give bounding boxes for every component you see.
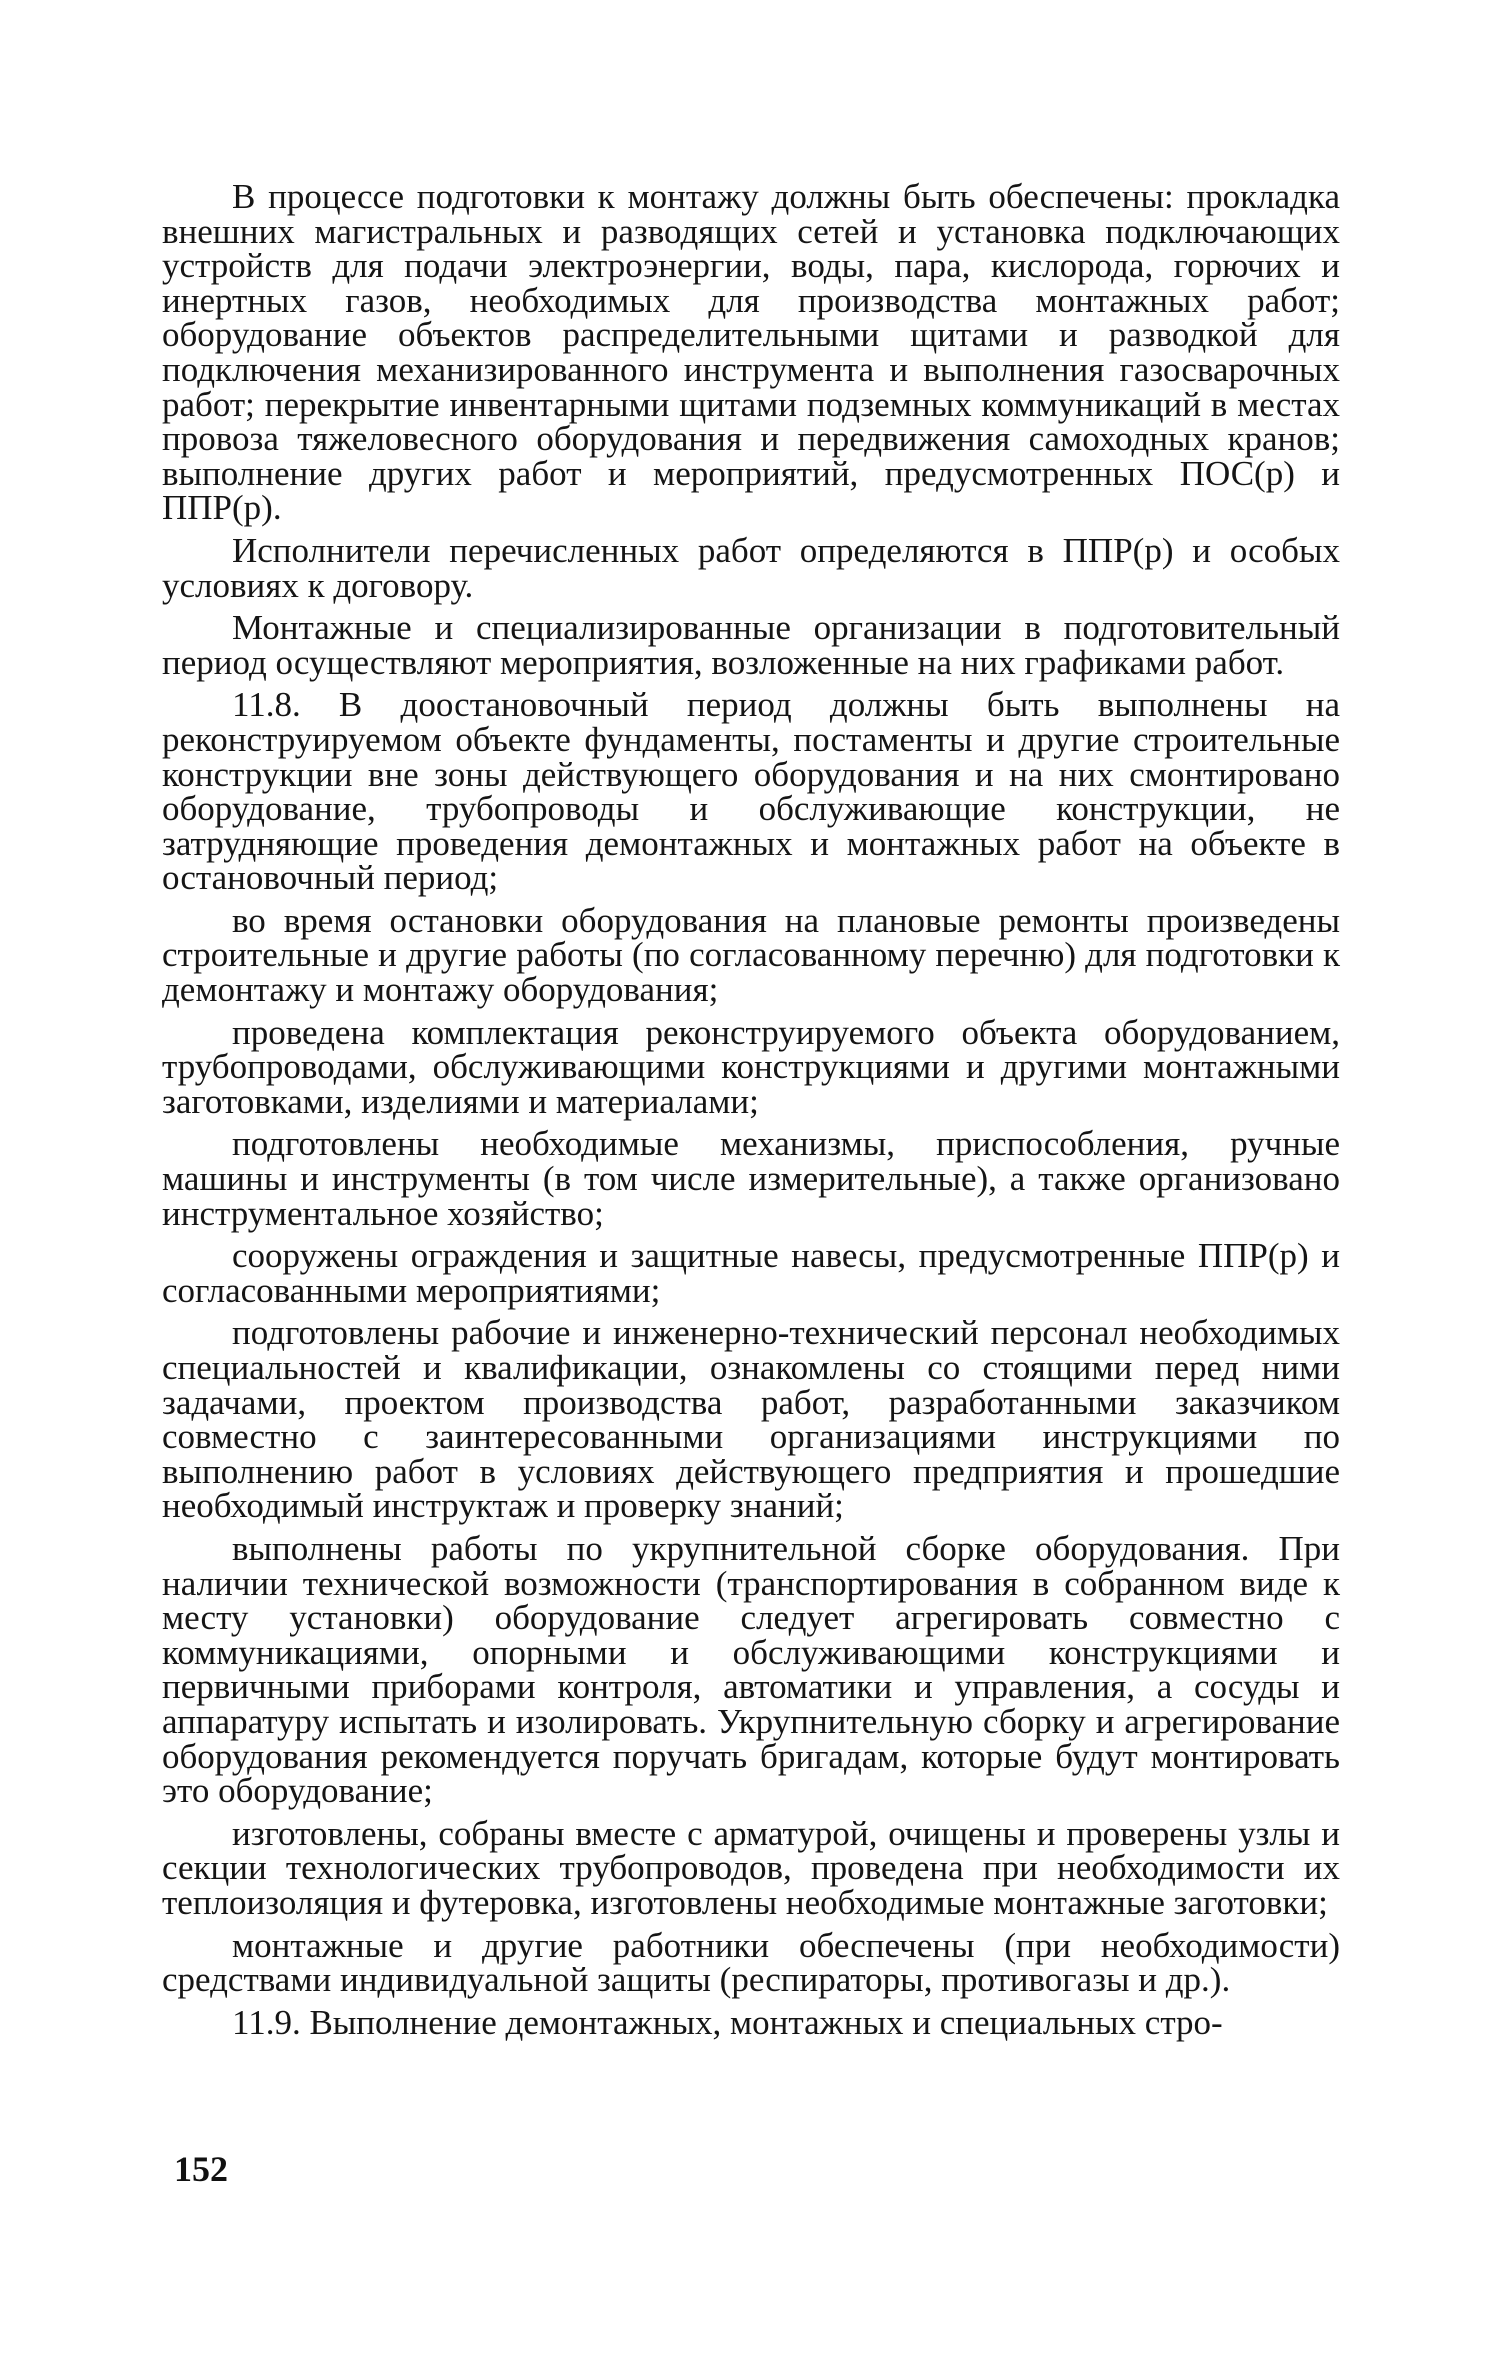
paragraph-preassembly: выполнены работы по укрупнительной сборке оборудования. При наличии технической возможности (транспортирования в собранном виде к месту установки) оборудование следует агрегировать совместно с коммуникациями, опорными и обслуживающими конструкциями и первичными приборами контроля, автоматики и управления, а сосуды и аппаратуру испытать и изолировать. Укрупнительную сборку и агрегирование оборудования рекомендуется поручать бригадам, которые будут монтировать это оборудование;	[162, 1528, 1340, 1811]
paragraph-preparation-requirements: В процессе подготовки к монтажу должны быть обеспечены: прокладка внешних магистральных и разводящих сетей и установка подключающих устройств для подачи электроэнергии, воды, пара, кислорода, горючих и инертных газов, необходимых для производства монтажных работ; оборудование объектов распределительными щитами и разводкой для подключения механизированного инструмента и выполнения газосварочных работ; перекрытие инвентарными щитами подземных коммуникаций в местах провоза тяжеловесного оборудования и передвижения самоходных кранов; выполнение других работ и мероприятий, предусмотренных ПОС(р) и ППР(р).	[162, 177, 1340, 528]
paragraph-pipeline-units: изготовлены, собраны вместе с арматурой, очищены и проверены узлы и секции технологических трубопроводов, проведена при необходимости их теплоизоляция и футеровка, изготовлены необходимые монтажные заготовки;	[162, 1813, 1340, 1922]
paragraph-personnel-prepared: подготовлены рабочие и инженерно-технический персонал необходимых специальностей и квалификации, ознакомлены со стоящими перед ними задачами, проектом производства работ, разработанными заказчиком совместно с заинтересованными организациями инструкциями по выполнению работ в условиях действующего предприятия и прошедшие необходимый инструктаж и проверку знаний;	[162, 1313, 1340, 1526]
paragraph-section-11-8: 11.8. В доостановочный период должны быть выполнены на реконструируемом объекте фундаменты, постаменты и другие строительные конструкции вне зоны действующего оборудования и на них смонтировано оборудование, трубопроводы и обслуживающие конструкции, не затрудняющие проведения демонтажных и монтажных работ на объекте в остановочный период;	[162, 685, 1340, 898]
page-number: 152	[174, 2149, 228, 2189]
paragraph-equipment-completion: проведена комплектация реконструируемого объекта оборудованием, трубопроводами, обслуживающими конструкциями и другими монтажными заготовками, изделиями и материалами;	[162, 1012, 1340, 1121]
paragraph-performers: Исполнители перечисленных работ определяются в ППР(р) и особых условиях к договору.	[162, 530, 1340, 605]
paragraph-during-shutdown: во время остановки оборудования на плановые ремонты произведены строительные и другие работы (по согласованному перечню) для подготовки к демонтажу и монтажу оборудования;	[162, 900, 1340, 1010]
body-text	[162, 177, 1340, 2042]
paragraph-protective-equipment: монтажные и другие работники обеспечены (при необходимости) средствами индивидуальной защиты (респираторы, противогазы и др.).	[162, 1925, 1340, 2000]
paragraph-section-11-9: 11.9. Выполнение демонтажных, монтажных и специальных стро-	[232, 2002, 1223, 2042]
paragraph-fences-built: сооружены ограждения и защитные навесы, предусмотренные ППР(р) и согласованными мероприятиями;	[162, 1236, 1340, 1310]
paragraph-assembly-organizations: Монтажные и специализированные организации в подготовительный период осуществляют мероприятия, возложенные на них графиками работ.	[162, 608, 1340, 682]
paragraph-mechanisms-prepared: подготовлены необходимые механизмы, приспособления, ручные машины и инструменты (в том числе измерительные), а также организовано инструментальное хозяйство;	[162, 1124, 1340, 1233]
